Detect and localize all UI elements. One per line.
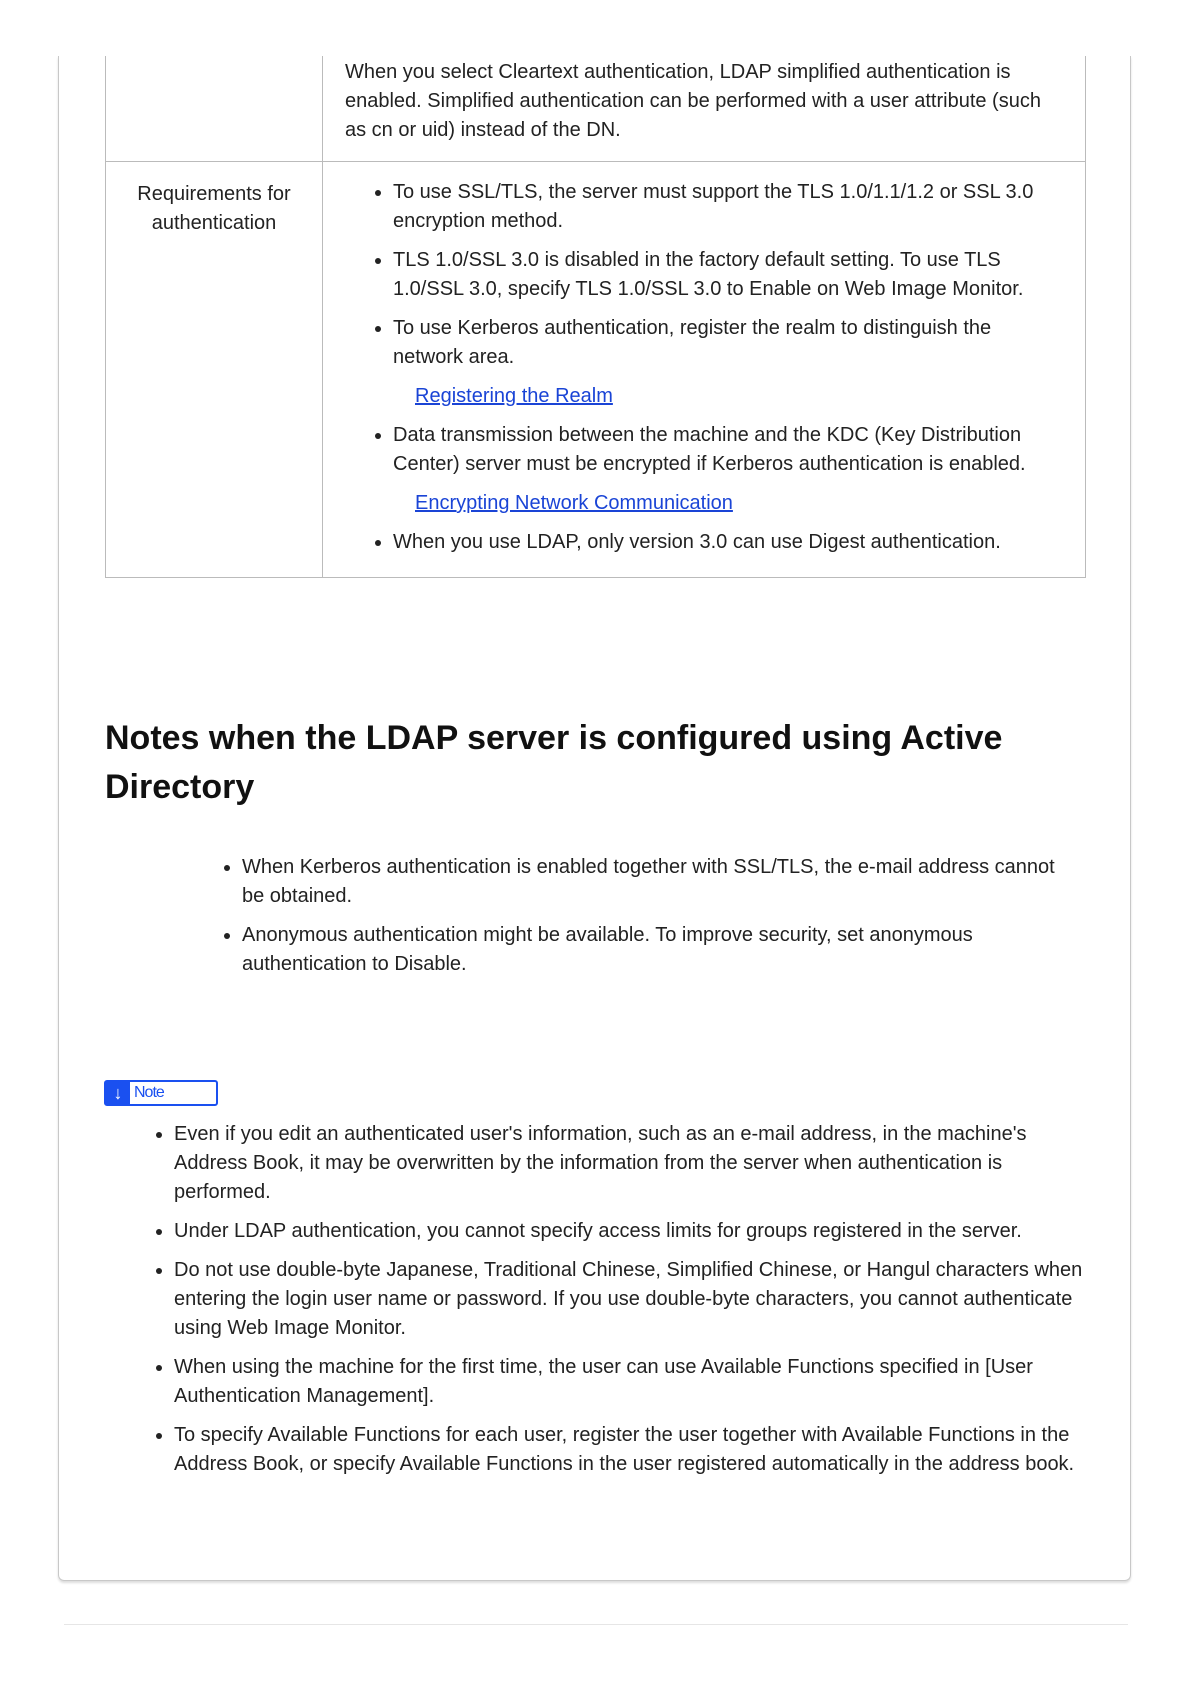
list-item: • When you use LDAP, only version 3.0 can use Digest authentication. <box>393 528 1065 557</box>
note-label: Note <box>134 1084 164 1101</box>
table-row <box>106 56 1086 162</box>
row-label <box>106 56 323 162</box>
encrypting-network-link[interactable]: Encrypting Network Communication <box>415 492 733 514</box>
arrow-down-icon: ↓ <box>106 1082 130 1104</box>
list-item: • To use Kerberos authentication, register the realm to distinguish the network area. <box>393 314 1065 372</box>
list-item: • When using the machine for the first time, the user can use Available Functions specified in [User Authentication Management]. <box>174 1353 1094 1411</box>
note-badge <box>104 1080 218 1106</box>
list-item: • Data transmission between the machine and the KDC (Key Distribution Center) server must be encrypted if Kerberos authentication is enabled. <box>393 421 1065 479</box>
row-label: Requirements for authentication <box>106 162 323 578</box>
row-value: When you select Cleartext authentication, LDAP simplified authentication is enabled. Simplified authentication can be performed with a user attribute (such as cn or uid) instead of the DN. <box>323 56 1086 162</box>
settings-table <box>105 56 1086 578</box>
list-item: • TLS 1.0/SSL 3.0 is disabled in the factory default setting. To use TLS 1.0/SSL 3.0, specify TLS 1.0/SSL 3.0 to Enable on Web Image Monitor. <box>393 246 1065 304</box>
list-item: • When Kerberos authentication is enabled together with SSL/TLS, the e-mail address cannot be obtained. <box>242 853 1072 911</box>
list-item: • Anonymous authentication might be available. To improve security, set anonymous authentication to Disable. <box>242 921 1072 979</box>
registering-realm-link[interactable]: Registering the Realm <box>415 385 613 407</box>
list-item: • To specify Available Functions for each user, register the user together with Available Functions in the Address Book, or specify Available Functions in the user registered automatically in the address book. <box>174 1421 1094 1479</box>
list-item: • Under LDAP authentication, you cannot specify access limits for groups registered in the server. <box>174 1217 1094 1246</box>
list-item: • Even if you edit an authenticated user's information, such as an e-mail address, in the machine's Address Book, it may be overwritten by the information from the server when authentication is performed. <box>174 1120 1094 1207</box>
list-item: • Do not use double-byte Japanese, Traditional Chinese, Simplified Chinese, or Hangul characters when entering the login user name or password. If you use double-byte characters, you cannot authenticate using Web Image Monitor. <box>174 1256 1094 1343</box>
note-list <box>174 1120 1094 1489</box>
row-value <box>323 162 1086 578</box>
table-row <box>106 162 1086 578</box>
section-title: Notes when the LDAP server is configured using Active Directory <box>105 719 1003 806</box>
list-item: • To use SSL/TLS, the server must support the TLS 1.0/1.1/1.2 or SSL 3.0 encryption method. <box>393 178 1065 236</box>
divider <box>64 1624 1128 1625</box>
section-list <box>242 853 1072 989</box>
